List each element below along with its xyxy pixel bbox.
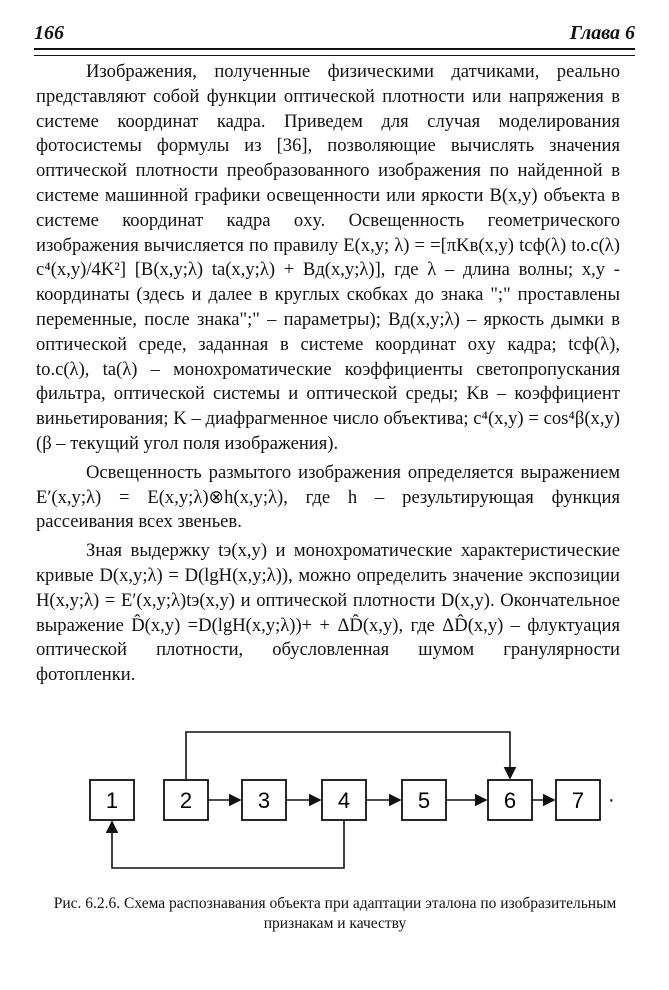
feedback-path	[186, 732, 510, 780]
figure-caption: Рис. 6.2.6. Схема распознавания объекта при адаптации эталона по изобразительным признакам и качеству	[53, 895, 617, 932]
paragraph-2: Освещенность размытого изображения определяется выражением E′(x,y;λ) = E(x,y;λ)⊗h(x,y;λ), где h – результирующая функция рассеивания всех звеньев.	[36, 461, 620, 533]
block-diagram	[60, 720, 620, 900]
block-label: 1	[105, 788, 119, 813]
page-number: 166	[34, 22, 64, 44]
trailing-mark: ·	[608, 789, 615, 811]
paragraph-1: Изображения, полученные физическими датчиками, реально представляют собой функции оптической плотности или напряжения в системе координат кадра. Приведем для случая моделирования фотосистемы формулы из [36], позволяющие вычислять значения оптической плотности преобразованного изображения по найденной в системе машинной графики освещенности или яркости B(x,y) объекта в системе координат кадра oxy. Освещенность геометрического изображения вычисляется по правилу E(x,y; λ) = =[πKв(x,y) tсф(λ) tо.с(λ) c⁴(x,y)/4K²] [B(x,y;λ) tа(x,y;λ) + Bд(x,y;λ)], где λ – длина волны; x,y - координаты (здесь и далее в круглых скобках до знака ";" проставлены переменные, после знака";" – параметры); Bд(x,y;λ) – яркость дымки в оптической среде, заданная в системе координат oxy кадра; tсф(λ), tо.с(λ), tа(λ) – монохроматические коэффициенты светопропускания фильтра, оптической системы и оптической среды; Kв – коэффициент виньетирования; K – диафрагменное число объектива; c⁴(x,y) = cos⁴β(x,y) (β – текущий угол поля изображения).	[36, 61, 620, 454]
block-label: 6	[503, 788, 517, 813]
block-label: 5	[417, 788, 431, 813]
block-label: 2	[179, 788, 193, 813]
paragraph-3: Зная выдержку tэ(x,y) и монохроматические характеристические кривые D(x,y;λ) = D(lgH(x,y;λ)), можно определить значение экспозиции H(x,y;λ) = E′(x,y;λ)tэ(x,y) и оптической плотности D(x,y). Окончательное выражение D̂(x,y) =D(lgH(x,y;λ))+ + ΔD̂(x,y), где ΔD̂(x,y) – флуктуация оптической плотности, обусловленная шумом гранулярности фотопленки.	[36, 540, 620, 686]
block-label: 3	[257, 788, 271, 813]
page-header	[34, 22, 635, 50]
feedback-path	[112, 820, 344, 868]
chapter-title: Глава 6	[569, 22, 635, 44]
header-rule	[34, 48, 635, 56]
block-label: 7	[571, 788, 585, 813]
body-text	[36, 60, 620, 688]
block-label: 4	[337, 788, 351, 813]
